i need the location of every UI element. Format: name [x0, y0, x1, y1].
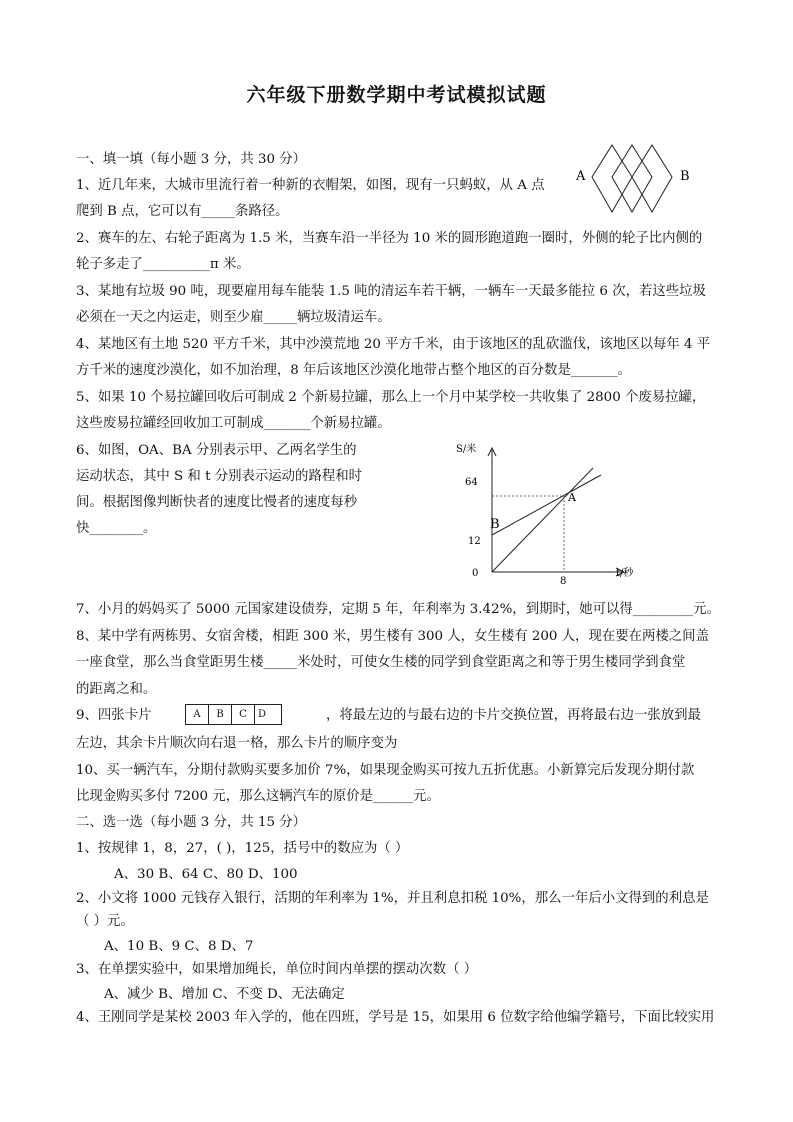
card-c: C — [232, 705, 255, 724]
q3-line1: 3、某地有垃圾 90 吨，现要雇用每车能装 1.5 吨的清运车若干辆，一辆车一天最多能拉 6 次，若这些垃圾 — [76, 284, 706, 299]
hat-rack-figure — [570, 140, 705, 220]
q1-line2: 爬到 B 点，它可以有_____条路径。 — [76, 204, 289, 219]
page-title: 六年级下册数学期中考试模拟试题 — [246, 84, 547, 106]
figure1-label-b: B — [680, 169, 690, 184]
q6-line3: 间。根据图像判断快者的速度比慢者的速度每秒 — [76, 495, 358, 510]
tick-8: 8 — [560, 576, 567, 587]
q3-line2: 必须在一天之内运走，则至少雇_____辆垃圾清运车。 — [76, 310, 391, 325]
q4-line1: 4、某地区有土地 520 平方千米，其中沙漠荒地 20 平方千米，由于该地区的乱砍滥伐，该地区以每年 4 平 — [76, 337, 711, 352]
q8-line1: 8、某中学有两栋男、女宿舍楼，相距 300 米，男生楼有 300 人，女生楼有 200 人，现在要在两楼之间盖 — [76, 629, 709, 644]
tick-12: 12 — [468, 536, 481, 547]
card-row — [185, 704, 282, 725]
mc-q3: 3、在单摆实验中，如果增加绳长，单位时间内单摆的摆动次数（ ） — [76, 962, 478, 977]
mc-q4: 4、王刚同学是某校 2003 年入学的，他在四班，学号是 15，如果用 6 位数字给他编学籍号，下面比较实用 — [76, 1010, 715, 1025]
q4-line2: 方千米的速度沙漠化，如不加治理，8 年后该地区沙漠化地带占整个地区的百分数是_______。 — [76, 363, 632, 378]
q2-line2: 轮子多走了__________π 米。 — [76, 257, 250, 272]
q9-line2: 左边，其余卡片顺次向右退一格，那么卡片的顺序变为 — [76, 736, 398, 751]
q1-line1: 1、近几年来，大城市里流行着一种新的衣帽架，如图，现有一只蚂蚁，从 A 点 — [76, 178, 545, 193]
point-a-label: A — [568, 491, 576, 504]
section1-heading: 一、填一填（每小题 3 分，共 30 分） — [76, 152, 307, 167]
y-axis-label: S/米 — [456, 444, 477, 455]
line-ba — [492, 475, 601, 535]
mc-q3-options: A、减少 B、增加 C、不变 D、无法确定 — [104, 987, 345, 1002]
q6-line2: 运动状态，其中 S 和 t 分别表示运动的路程和时 — [76, 469, 363, 484]
mc-q2-options: A、10 B、9 C、8 D、7 — [104, 939, 254, 954]
card-a: A — [186, 705, 209, 724]
q5-line1: 5、如果 10 个易拉罐回收后可制成 2 个新易拉罐，那么上一个月中某学校一共收集了 2800 个废易拉罐， — [76, 390, 706, 405]
mc-q2-line1: 2、小文将 1000 元钱存入银行，活期的年利率为 1%，并且利息扣税 10%，那么一年后小文得到的利息是 — [76, 891, 709, 906]
mc-q1-options: A、30 B、64 C、80 D、100 — [114, 867, 298, 882]
mc-q1: 1、按规律 1，8，27，( )，125，括号中的数应为（ ） — [76, 841, 409, 856]
tick-64: 64 — [465, 477, 478, 488]
point-b-label: B — [490, 517, 500, 532]
figure1-label-a: A — [576, 169, 586, 184]
q8-line2: 一座食堂，那么当食堂距男生楼_____米处时，可使女生楼的同学到食堂距离之和等于男生楼同学到食堂 — [76, 655, 686, 670]
q7-line1: 7、小月的妈妈买了 5000 元国家建设债券，定期 5 年，年利率为 3.42%，到期时，她可以得_________元。 — [76, 602, 720, 617]
card-b: B — [209, 705, 232, 724]
q2-line1: 2、赛车的左、右轮子距离为 1.5 米，当赛车沿一半径为 10 米的圆形跑道跑一圈时，外侧的轮子比内侧的 — [76, 231, 703, 246]
card-d: D — [258, 709, 267, 720]
x-axis-label: t/秒 — [616, 568, 634, 579]
line-oa — [492, 468, 593, 572]
q5-line2: 这些废易拉罐经回收加工可制成_______个新易拉罐。 — [76, 416, 391, 431]
origin-label: 0 — [472, 568, 479, 579]
q9-label: 9、四张卡片 — [76, 708, 152, 723]
section2-heading: 二、选一选（每小题 3 分，共 15 分） — [76, 815, 307, 830]
motion-graph — [450, 440, 640, 588]
q9-line1-rest: ，将最左边的与最右边的卡片交换位置，再将最右边一张放到最 — [326, 708, 701, 723]
mc-q2-line2: （ ）元。 — [76, 914, 134, 929]
q10-line1: 10、买一辆汽车，分期付款购买要多加价 7%，如果现金购买可按九五折优惠。小新算完后发现分期付款 — [76, 763, 695, 778]
q8-line3: 的距离之和。 — [76, 682, 157, 697]
q6-line1: 6、如图，OA、BA 分别表示甲、乙两名学生的 — [76, 443, 357, 458]
q6-line4: 快________。 — [76, 521, 157, 536]
q10-line2: 比现金购买多付 7200 元，那么这辆汽车的原价是______元。 — [76, 789, 440, 804]
